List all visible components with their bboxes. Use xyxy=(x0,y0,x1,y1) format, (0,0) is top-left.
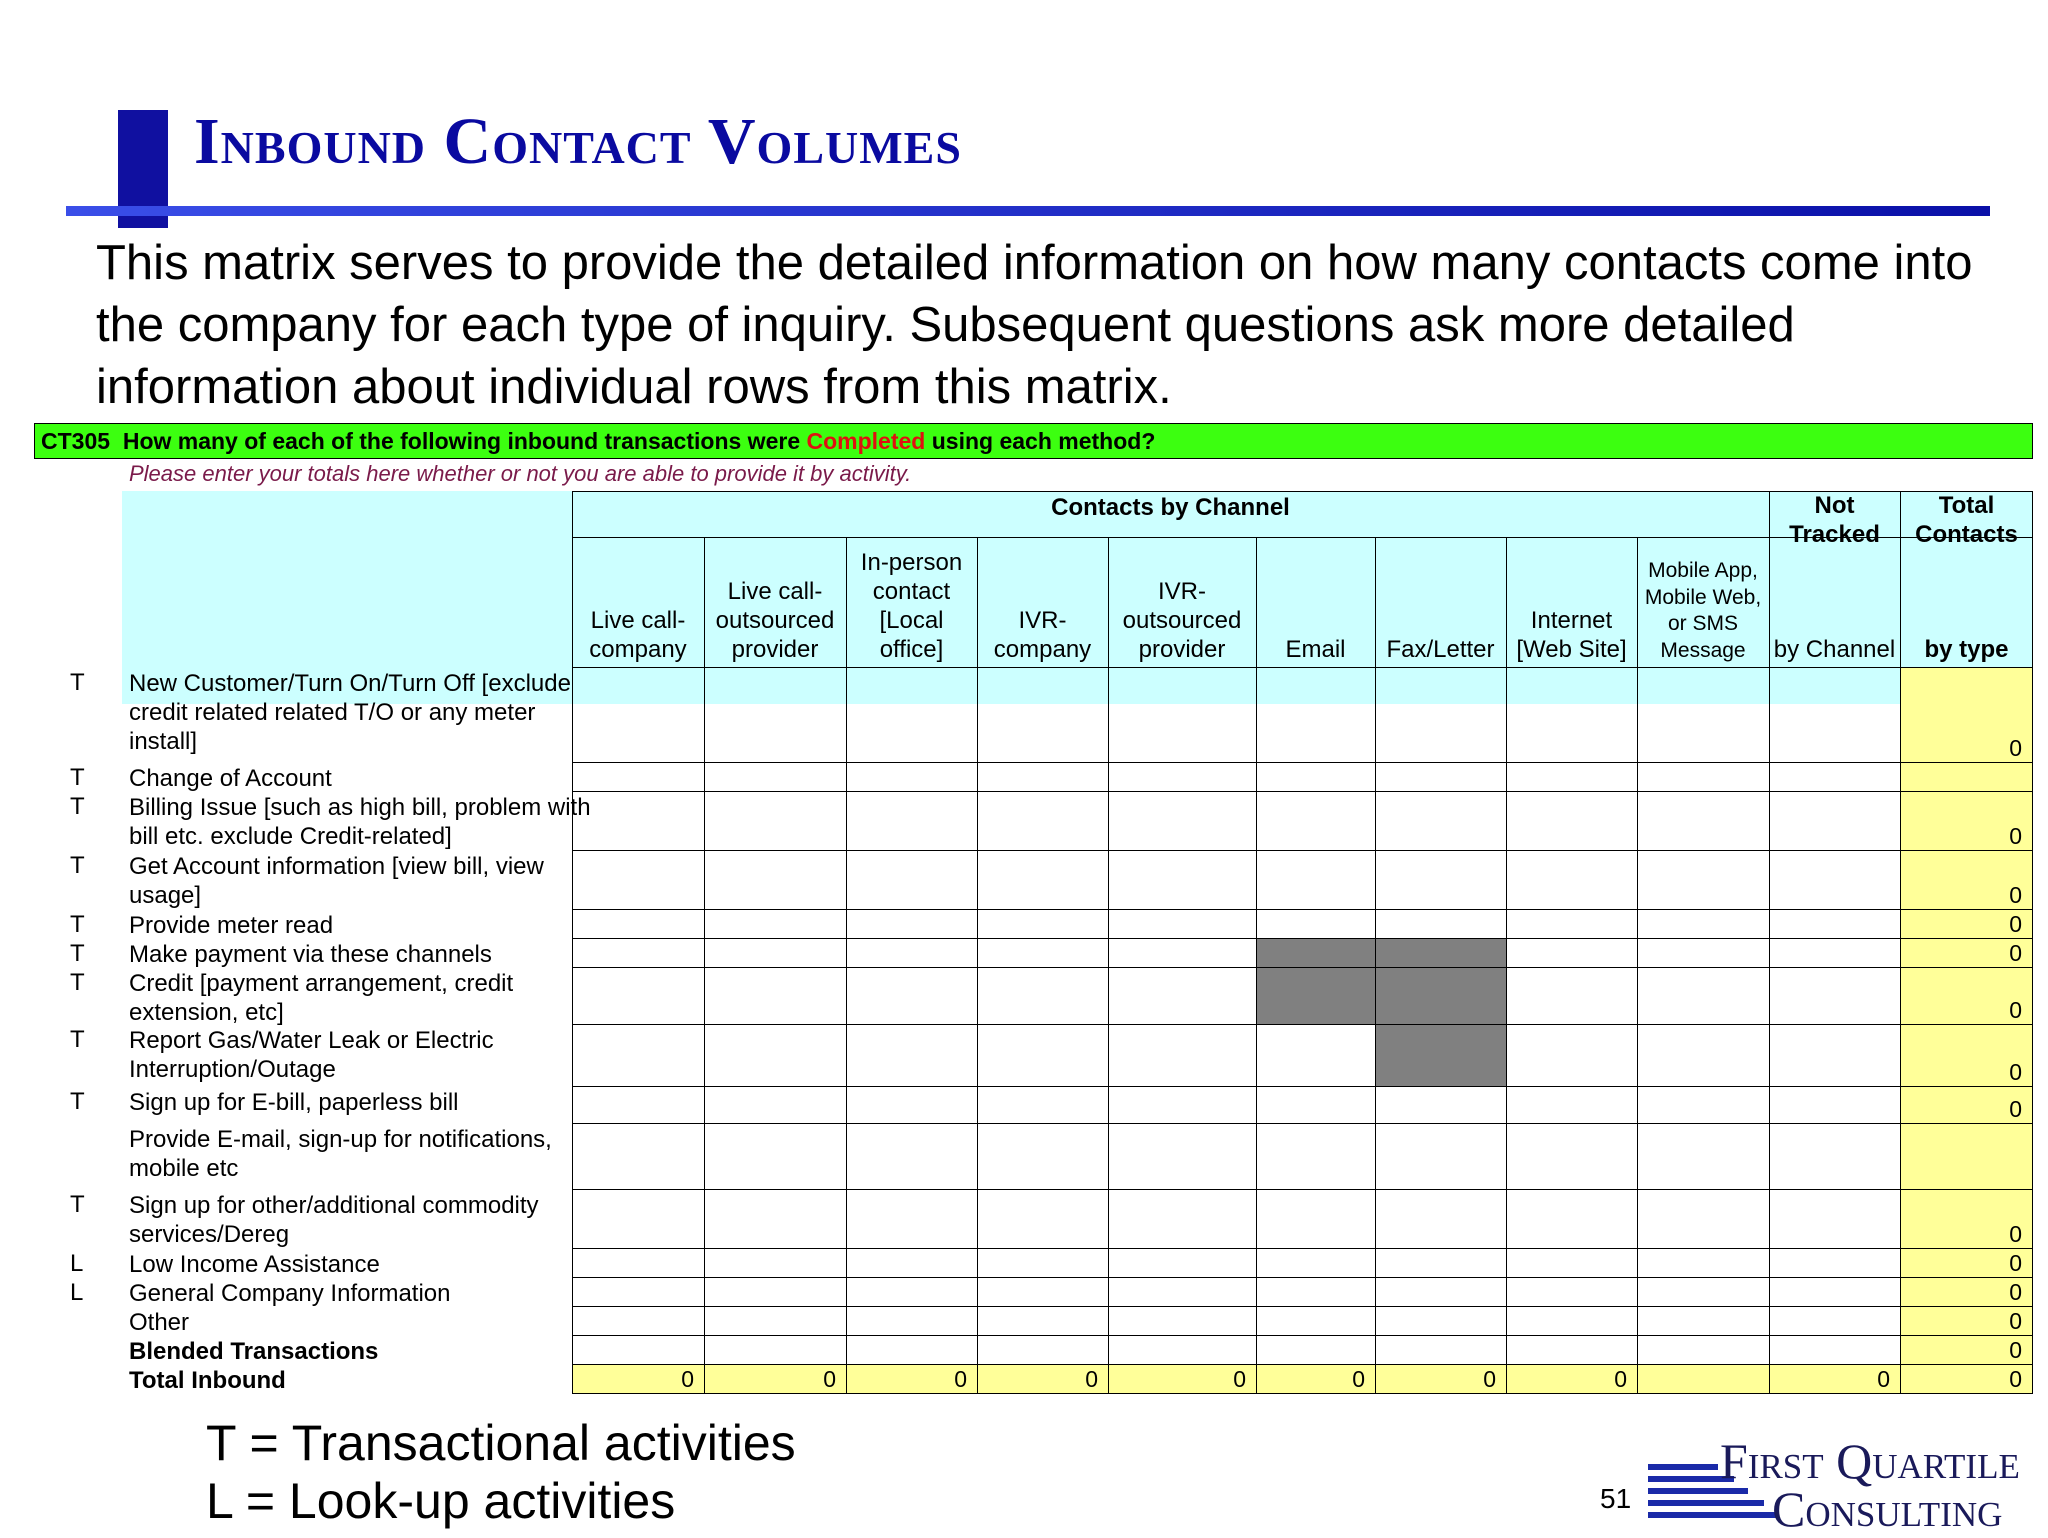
entry-cell[interactable] xyxy=(1256,1123,1376,1190)
total-inbound-cell: 0 xyxy=(1256,1364,1376,1394)
entry-cell[interactable] xyxy=(1506,967,1638,1025)
entry-cell[interactable] xyxy=(1256,1306,1376,1336)
entry-cell[interactable] xyxy=(1769,909,1901,939)
entry-cell[interactable] xyxy=(572,1277,705,1307)
entry-cell[interactable] xyxy=(704,791,847,851)
entry-cell[interactable] xyxy=(1506,1123,1638,1190)
channel-header-7: Internet [Web Site] xyxy=(1516,607,1627,663)
entry-cell[interactable] xyxy=(1506,791,1638,851)
row-label: Blended Transactions xyxy=(129,1338,379,1365)
channel-group-header: Contacts by Channel xyxy=(1051,494,1290,521)
entry-cell[interactable] xyxy=(1637,1277,1770,1307)
row-label: Other xyxy=(129,1309,190,1336)
entry-cell[interactable] xyxy=(572,1086,705,1124)
row-label: Provide meter read xyxy=(129,912,334,939)
entry-cell[interactable] xyxy=(572,938,705,968)
row-label: Low Income Assistance xyxy=(129,1251,380,1278)
entry-cell[interactable] xyxy=(1506,667,1638,763)
entry-cell[interactable] xyxy=(977,762,1109,792)
total-inbound-cell: 0 xyxy=(1769,1364,1901,1394)
entry-cell[interactable] xyxy=(1375,1189,1507,1249)
entry-cell[interactable] xyxy=(977,1277,1109,1307)
entry-cell[interactable] xyxy=(1375,909,1507,939)
entry-cell[interactable] xyxy=(1108,1189,1257,1249)
entry-cell[interactable] xyxy=(1637,850,1770,910)
entry-cell[interactable] xyxy=(1506,1306,1638,1336)
entry-cell[interactable] xyxy=(1769,938,1901,968)
row-total-cell xyxy=(1900,1123,2033,1190)
row-label: Sign up for E-bill, paperless bill xyxy=(129,1089,459,1116)
disabled-cell xyxy=(1375,967,1507,1025)
entry-cell[interactable] xyxy=(572,1306,705,1336)
entry-cell[interactable] xyxy=(846,791,978,851)
question-code: CT305 xyxy=(41,428,111,454)
entry-cell[interactable] xyxy=(1506,850,1638,910)
entry-cell[interactable] xyxy=(1769,762,1901,792)
entry-cell[interactable] xyxy=(704,762,847,792)
entry-cell[interactable] xyxy=(977,1024,1109,1087)
entry-cell[interactable] xyxy=(1769,791,1901,851)
row-total-cell: 0 xyxy=(1900,1335,2033,1365)
entry-cell[interactable] xyxy=(704,1024,847,1087)
entry-cell[interactable] xyxy=(1506,1335,1638,1365)
entry-cell[interactable] xyxy=(572,850,705,910)
entry-cell[interactable] xyxy=(977,667,1109,763)
total-inbound-cell: 0 xyxy=(846,1364,978,1394)
total-contacts-header: Total Contacts xyxy=(1915,492,2018,548)
channel-header-3: IVR- company xyxy=(993,607,1092,663)
row-total-cell: 0 xyxy=(1900,850,2033,910)
entry-cell[interactable] xyxy=(977,1248,1109,1278)
not-tracked-header: Not Tracked xyxy=(1789,492,1880,548)
entry-cell[interactable] xyxy=(1108,762,1257,792)
channel-header-6: Fax/Letter xyxy=(1386,636,1495,663)
row-total-cell: 0 xyxy=(1900,791,2033,851)
total-inbound-cell: 0 xyxy=(1108,1364,1257,1394)
entry-cell[interactable] xyxy=(977,850,1109,910)
entry-cell[interactable] xyxy=(1375,1335,1507,1365)
entry-cell[interactable] xyxy=(704,1189,847,1249)
row-total-cell: 0 xyxy=(1900,909,2033,939)
row-label: Billing Issue [such as high bill, problem with bill etc. exclude Credit-related] xyxy=(129,794,591,850)
entry-cell[interactable] xyxy=(977,1123,1109,1190)
entry-cell[interactable] xyxy=(1769,1189,1901,1249)
entry-cell[interactable] xyxy=(1375,1248,1507,1278)
entry-cell[interactable] xyxy=(846,762,978,792)
entry-cell[interactable] xyxy=(1108,791,1257,851)
channel-header-4: IVR- outsourced provider xyxy=(1122,578,1242,663)
logo-line-2: Consulting xyxy=(1772,1481,2003,1537)
disabled-cell xyxy=(1375,1024,1507,1087)
row-label: Make payment via these channels xyxy=(129,941,492,968)
entry-cell[interactable] xyxy=(1375,1123,1507,1190)
contact-matrix xyxy=(34,423,2033,1411)
entry-cell[interactable] xyxy=(1375,850,1507,910)
question-text: CT305 How many of each of the following inbound transactions were Completed using each method? xyxy=(41,428,1156,454)
row-total-cell: 0 xyxy=(1900,1189,2033,1249)
row-label: Credit [payment arrangement, credit extension, etc] xyxy=(129,970,514,1026)
entry-cell[interactable] xyxy=(572,762,705,792)
entry-cell[interactable] xyxy=(572,1335,705,1365)
entry-cell[interactable] xyxy=(1108,850,1257,910)
total-inbound-cell: 0 xyxy=(704,1364,847,1394)
legend-lookup: L = Look-up activities xyxy=(206,1473,676,1529)
entry-cell[interactable] xyxy=(1375,762,1507,792)
legend-transactional: T = Transactional activities xyxy=(206,1415,796,1471)
entry-cell[interactable] xyxy=(1108,1306,1257,1336)
entry-cell[interactable] xyxy=(1108,938,1257,968)
entry-cell[interactable] xyxy=(704,1123,847,1190)
entry-cell[interactable] xyxy=(1506,1189,1638,1249)
entry-cell[interactable] xyxy=(846,1335,978,1365)
entry-cell[interactable] xyxy=(1769,1335,1901,1365)
row-code: T xyxy=(70,1191,85,1218)
row-total-cell: 0 xyxy=(1900,667,2033,763)
row-total-cell xyxy=(1900,762,2033,792)
entry-cell[interactable] xyxy=(846,1189,978,1249)
row-code: L xyxy=(70,1250,84,1277)
entry-cell[interactable] xyxy=(846,967,978,1025)
row-total-cell: 0 xyxy=(1900,1086,2033,1124)
row-code: T xyxy=(70,969,85,996)
entry-cell[interactable] xyxy=(1637,667,1770,763)
entry-cell[interactable] xyxy=(572,667,705,763)
entry-cell[interactable] xyxy=(1108,667,1257,763)
entry-cell[interactable] xyxy=(1637,1086,1770,1124)
entry-cell[interactable] xyxy=(977,791,1109,851)
entry-cell[interactable] xyxy=(846,667,978,763)
entry-cell[interactable] xyxy=(704,1335,847,1365)
entry-cell[interactable] xyxy=(1637,1024,1770,1087)
entry-cell[interactable] xyxy=(846,1248,978,1278)
entry-cell[interactable] xyxy=(704,967,847,1025)
entry-cell[interactable] xyxy=(704,1277,847,1307)
row-code: T xyxy=(70,1088,85,1115)
entry-cell[interactable] xyxy=(1637,1248,1770,1278)
question-note: Please enter your totals here whether or not you are able to provide it by activity. xyxy=(129,461,912,486)
entry-cell[interactable] xyxy=(977,967,1109,1025)
row-total-cell: 0 xyxy=(1900,1248,2033,1278)
entry-cell[interactable] xyxy=(1769,850,1901,910)
row-label: Report Gas/Water Leak or Electric Interruption/Outage xyxy=(129,1027,494,1083)
entry-cell[interactable] xyxy=(1256,1189,1376,1249)
entry-cell[interactable] xyxy=(1637,967,1770,1025)
entry-cell[interactable] xyxy=(1769,1086,1901,1124)
row-code: T xyxy=(70,911,85,938)
entry-cell[interactable] xyxy=(1108,1335,1257,1365)
row-label: Sign up for other/additional commodity services/Dereg xyxy=(129,1192,539,1248)
row-label: New Customer/Turn On/Turn Off [exclude credit related related T/O or any meter install] xyxy=(129,670,571,755)
entry-cell[interactable] xyxy=(1506,1086,1638,1124)
channel-header-8: Mobile App, Mobile Web, or SMS Message xyxy=(1644,559,1762,662)
channel-header-0: Live call- company xyxy=(589,607,687,663)
entry-cell[interactable] xyxy=(704,1086,847,1124)
entry-cell[interactable] xyxy=(704,850,847,910)
row-code: T xyxy=(70,669,85,696)
entry-cell[interactable] xyxy=(1256,667,1376,763)
entry-cell[interactable] xyxy=(1637,1123,1770,1190)
entry-cell[interactable] xyxy=(572,909,705,939)
entry-cell[interactable] xyxy=(977,1335,1109,1365)
entry-cell[interactable] xyxy=(572,967,705,1025)
entry-cell[interactable] xyxy=(846,1086,978,1124)
row-code: T xyxy=(70,940,85,967)
row-total-cell: 0 xyxy=(1900,967,2033,1025)
entry-cell[interactable] xyxy=(1375,1306,1507,1336)
entry-cell[interactable] xyxy=(1769,667,1901,763)
entry-cell[interactable] xyxy=(1108,1086,1257,1124)
entry-cell[interactable] xyxy=(1506,909,1638,939)
entry-cell[interactable] xyxy=(1506,1248,1638,1278)
entry-cell[interactable] xyxy=(977,1086,1109,1124)
entry-cell[interactable] xyxy=(1256,909,1376,939)
row-code: T xyxy=(70,1026,85,1053)
entry-cell[interactable] xyxy=(1637,1335,1770,1365)
entry-cell[interactable] xyxy=(1769,1024,1901,1087)
channel-header-5: Email xyxy=(1285,636,1346,663)
total-inbound-cell: 0 xyxy=(1506,1364,1638,1394)
total-inbound-cell: 0 xyxy=(1900,1364,2033,1394)
entry-cell[interactable] xyxy=(1637,762,1770,792)
entry-cell[interactable] xyxy=(1375,667,1507,763)
row-total-cell: 0 xyxy=(1900,1024,2033,1087)
row-code: L xyxy=(70,1279,84,1306)
entry-cell[interactable] xyxy=(1769,1248,1901,1278)
entry-cell[interactable] xyxy=(1769,1277,1901,1307)
total-inbound-label: Total Inbound xyxy=(129,1367,286,1394)
entry-cell[interactable] xyxy=(572,1248,705,1278)
entry-cell[interactable] xyxy=(1108,1277,1257,1307)
entry-cell[interactable] xyxy=(1506,1024,1638,1087)
title-rule xyxy=(66,206,1990,216)
entry-cell[interactable] xyxy=(846,1277,978,1307)
intro-paragraph: This matrix serves to provide the detailed information on how many contacts come into the company for each type of inquiry. Subsequent questions ask more detailed information about individual rows from this matrix. xyxy=(96,236,1973,414)
row-label: Provide E-mail, sign-up for notifications, mobile etc xyxy=(129,1126,552,1182)
entry-cell[interactable] xyxy=(1375,791,1507,851)
entry-cell[interactable] xyxy=(1375,1277,1507,1307)
total-inbound-cell: 0 xyxy=(1375,1364,1507,1394)
entry-cell[interactable] xyxy=(1637,1189,1770,1249)
entry-cell[interactable] xyxy=(1108,909,1257,939)
entry-cell[interactable] xyxy=(704,909,847,939)
page-title: Inbound Contact Volumes xyxy=(194,105,962,178)
entry-cell[interactable] xyxy=(1108,1024,1257,1087)
entry-cell[interactable] xyxy=(846,1024,978,1087)
disabled-cell xyxy=(1375,938,1507,968)
entry-cell[interactable] xyxy=(977,1306,1109,1336)
entry-cell[interactable] xyxy=(1256,1335,1376,1365)
entry-cell[interactable] xyxy=(846,1306,978,1336)
channel-header-2: In-person contact [Local office] xyxy=(860,549,963,663)
disabled-cell xyxy=(1256,967,1376,1025)
entry-cell[interactable] xyxy=(1256,1086,1376,1124)
entry-cell[interactable] xyxy=(977,1189,1109,1249)
row-label: General Company Information xyxy=(129,1280,451,1307)
row-label: Change of Account xyxy=(129,765,332,792)
entry-cell[interactable] xyxy=(1506,762,1638,792)
entry-cell[interactable] xyxy=(1769,967,1901,1025)
entry-cell[interactable] xyxy=(1108,1123,1257,1190)
entry-cell[interactable] xyxy=(1256,791,1376,851)
row-total-cell: 0 xyxy=(1900,1277,2033,1307)
entry-cell[interactable] xyxy=(977,909,1109,939)
total-inbound-cell: 0 xyxy=(572,1364,705,1394)
question-highlight: Completed xyxy=(806,428,926,454)
question-bar xyxy=(34,423,2033,459)
entry-cell[interactable] xyxy=(572,1189,705,1249)
entry-cell[interactable] xyxy=(1769,1306,1901,1336)
row-code: T xyxy=(70,793,85,820)
total-inbound-cell xyxy=(1637,1364,1770,1394)
entry-cell[interactable] xyxy=(704,1306,847,1336)
entry-cell[interactable] xyxy=(846,1123,978,1190)
entry-cell[interactable] xyxy=(572,1024,705,1087)
logo-line-1: First Quartile xyxy=(1720,1433,2020,1489)
entry-cell[interactable] xyxy=(1506,938,1638,968)
entry-cell[interactable] xyxy=(1256,762,1376,792)
entry-cell[interactable] xyxy=(846,909,978,939)
entry-cell[interactable] xyxy=(1256,1024,1376,1087)
row-total-cell: 0 xyxy=(1900,1306,2033,1336)
row-code: T xyxy=(70,764,85,791)
entry-cell[interactable] xyxy=(1769,1123,1901,1190)
entry-cell[interactable] xyxy=(572,1123,705,1190)
page-number: 51 xyxy=(1600,1483,1632,1514)
entry-cell[interactable] xyxy=(1256,1277,1376,1307)
entry-cell[interactable] xyxy=(704,938,847,968)
entry-cell[interactable] xyxy=(572,791,705,851)
entry-cell[interactable] xyxy=(1637,938,1770,968)
entry-cell[interactable] xyxy=(1108,1248,1257,1278)
company-logo xyxy=(1648,1430,2048,1536)
not-tracked-subheader: by Channel xyxy=(1773,636,1896,663)
row-label: Get Account information [view bill, view usage] xyxy=(129,853,544,909)
row-total-cell: 0 xyxy=(1900,938,2033,968)
entry-cell[interactable] xyxy=(704,1248,847,1278)
entry-cell[interactable] xyxy=(1108,967,1257,1025)
entry-cell[interactable] xyxy=(1637,791,1770,851)
entry-cell[interactable] xyxy=(704,667,847,763)
total-subheader: by type xyxy=(1924,636,2009,663)
entry-cell[interactable] xyxy=(1637,1306,1770,1336)
entry-cell[interactable] xyxy=(1506,1277,1638,1307)
entry-cell[interactable] xyxy=(846,938,978,968)
entry-cell[interactable] xyxy=(1256,850,1376,910)
entry-cell[interactable] xyxy=(977,938,1109,968)
channel-header-1: Live call- outsourced provider xyxy=(715,578,835,663)
row-code: T xyxy=(70,852,85,879)
total-inbound-cell: 0 xyxy=(977,1364,1109,1394)
entry-cell[interactable] xyxy=(1375,1086,1507,1124)
entry-cell[interactable] xyxy=(1637,909,1770,939)
entry-cell[interactable] xyxy=(846,850,978,910)
disabled-cell xyxy=(1256,938,1376,968)
entry-cell[interactable] xyxy=(1256,1248,1376,1278)
